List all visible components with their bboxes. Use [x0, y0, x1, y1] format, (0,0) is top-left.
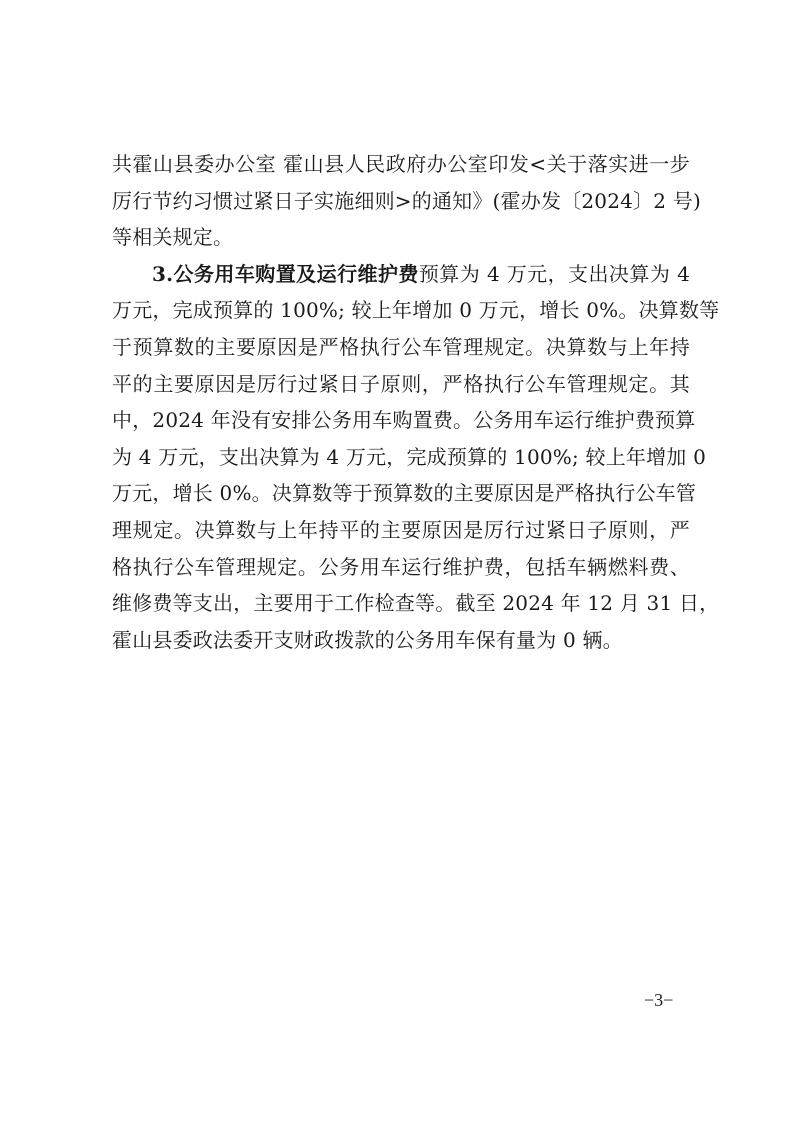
paragraph-2-line-9: 格执行公车管理规定。公务用车运行维护费，包括车辆燃料费、	[112, 554, 690, 579]
paragraph-2-first-line-text: 预算为 4 万元，支出决算为 4	[418, 261, 690, 286]
paragraph-2-line-5: 中，2024 年没有安排公务用车购置费。公务用车运行维护费预算	[112, 408, 696, 433]
section-heading: 3.公务用车购置及运行维护费	[152, 261, 419, 286]
paragraph-2-line-11: 霍山县委政法委开支财政拨款的公务用车保有量为 0 辆。	[112, 627, 623, 652]
paragraph-2-line-10: 维修费等支出，主要用于工作检查等。截至 2024 年 12 月 31 日，	[112, 591, 720, 616]
paragraph-1-line-1: 共霍山县委办公室 霍山县人民政府办公室印发<关于落实进一步	[112, 152, 690, 176]
paragraph-1-line-2: 厉行节约习惯过紧日子实施细则>的通知》(霍办发〔2024〕2 号)	[112, 188, 701, 213]
paragraph-2-line-3: 于预算数的主要原因是严格执行公车管理规定。决算数与上年持	[112, 334, 690, 359]
paragraph-2-line-4: 平的主要原因是厉行过紧日子原则，严格执行公车管理规定。其	[112, 371, 690, 396]
page-number: −3−	[644, 990, 674, 1010]
paragraph-1-line-3: 等相关规定。	[112, 225, 234, 250]
paragraph-2-line-2: 万元，完成预算的 100%; 较上年增加 0 万元，增长 0%。决算数等	[112, 298, 720, 323]
paragraph-2-line-6: 为 4 万元，支出决算为 4 万元，完成预算的 100%; 较上年增加 0	[112, 444, 706, 469]
document-body	[112, 146, 720, 658]
paragraph-2-line-7: 万元，增长 0%。决算数等于预算数的主要原因是严格执行公车管	[112, 481, 697, 506]
paragraph-2-line-8: 理规定。决算数与上年持平的主要原因是厉行过紧日子原则，严	[112, 517, 690, 542]
paragraph-2-first-line	[112, 256, 690, 293]
